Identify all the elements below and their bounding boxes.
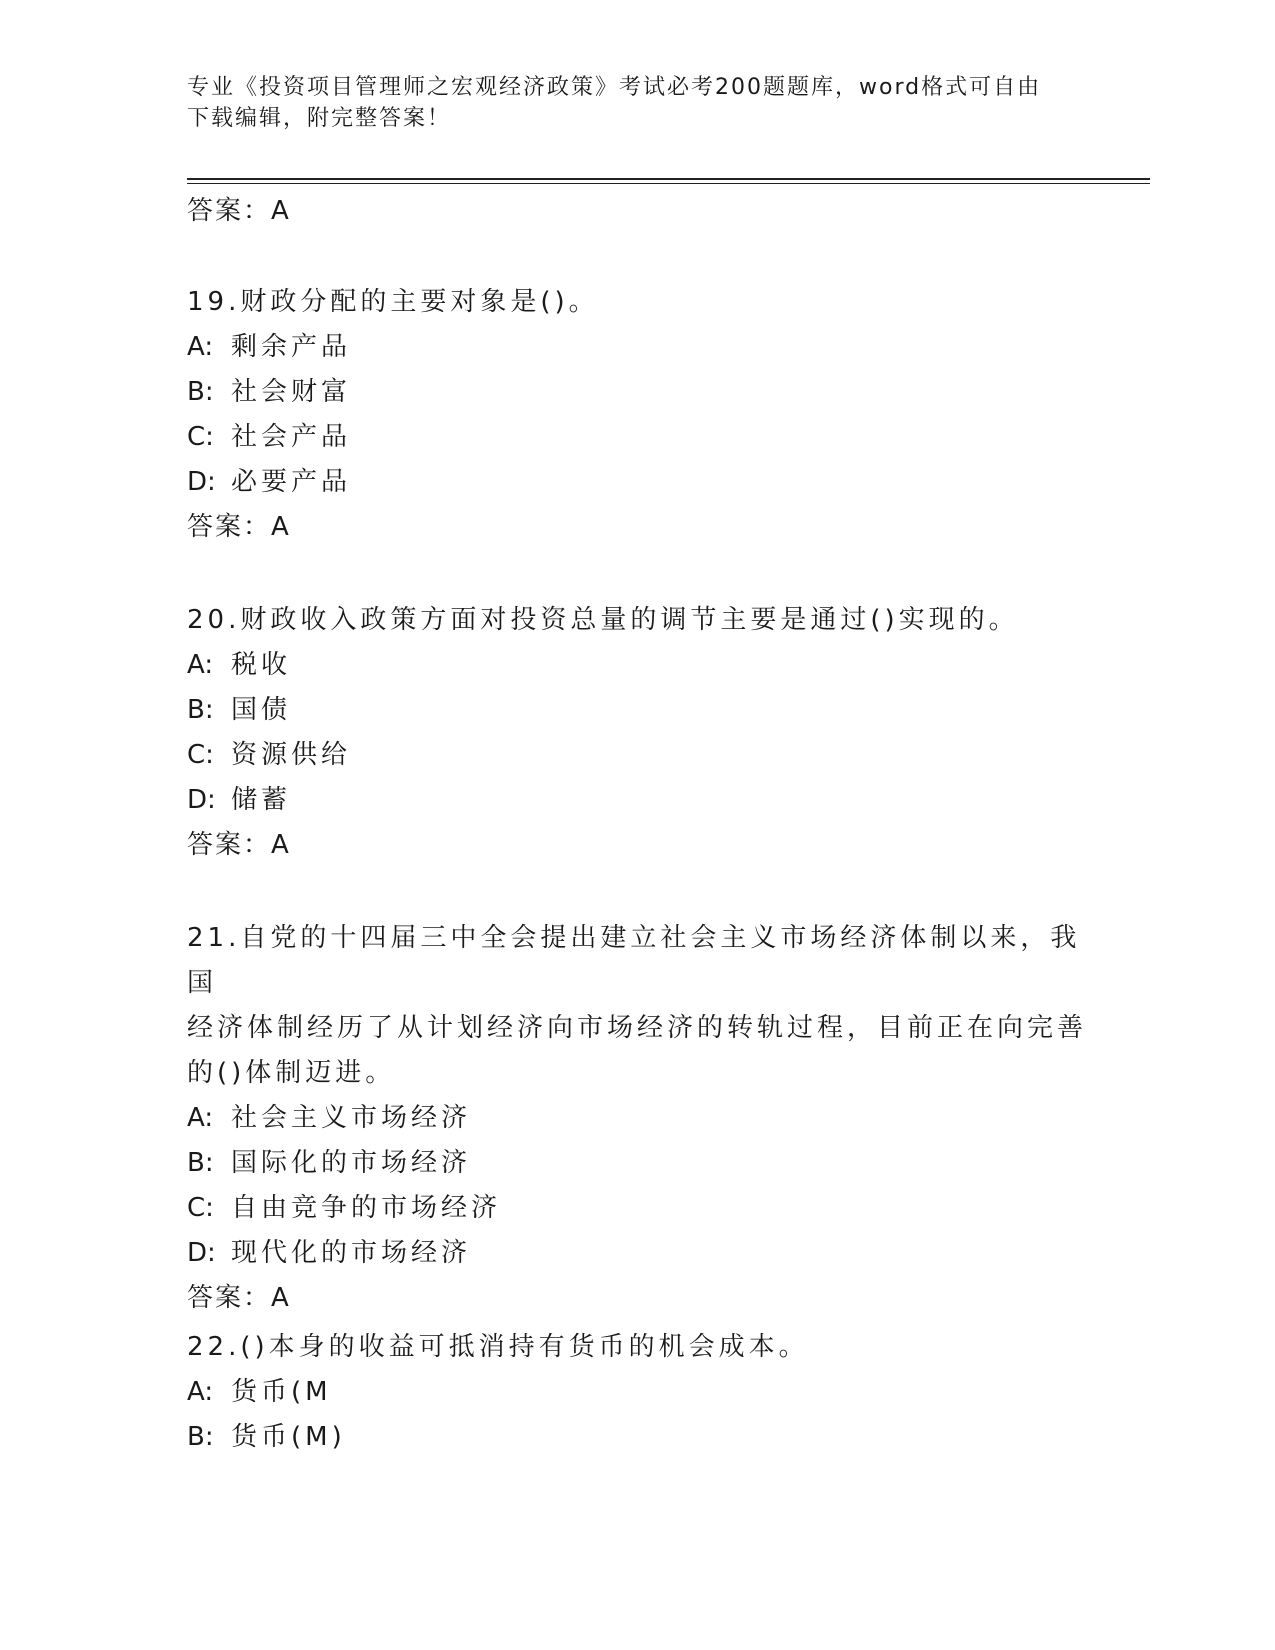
option-key: D:: [187, 467, 216, 497]
header-divider-thick: [187, 178, 1150, 180]
question-stem-line-1: 21.自党的十四届三中全会提出建立社会主义市场经济体制以来，我国: [187, 923, 1081, 998]
option-b: [187, 370, 1087, 415]
option-text: 国际化的市场经济: [231, 1148, 472, 1178]
header-line-2: 下载编辑，附完整答案！: [187, 106, 452, 131]
question-20: [187, 598, 1087, 868]
option-text: 税收: [231, 650, 292, 680]
option-text: 社会财富: [231, 377, 352, 407]
option-key: A:: [187, 1377, 214, 1407]
question-stem-line-3: 的()体制迈进。: [187, 1058, 396, 1088]
question-19: [187, 280, 1087, 550]
option-key: B:: [187, 1148, 214, 1178]
answer-line: 答案：A: [187, 512, 291, 542]
option-key: B:: [187, 377, 214, 407]
option-key: A:: [187, 332, 214, 362]
question-21: [187, 916, 1087, 1321]
option-d: [187, 778, 1087, 823]
option-text: 国债: [231, 695, 292, 725]
option-key: D:: [187, 785, 216, 815]
option-text: 社会产品: [231, 422, 352, 452]
question-stem-line-2: 经济体制经历了从计划经济向市场经济的转轨过程，目前正在向完善: [187, 1013, 1088, 1043]
option-key: B:: [187, 695, 214, 725]
option-text: 现代化的市场经济: [231, 1238, 472, 1268]
answer-line: 答案：A: [187, 1283, 291, 1313]
previous-answer: 答案：A: [187, 196, 291, 226]
document-header: [187, 72, 1067, 134]
option-b: [187, 1141, 1087, 1186]
option-a: [187, 1096, 1087, 1141]
option-text: 社会主义市场经济: [231, 1103, 472, 1133]
option-key: B:: [187, 1422, 214, 1452]
question-stem: 19.财政分配的主要对象是()。: [187, 287, 599, 317]
option-key: C:: [187, 1193, 214, 1223]
option-a: [187, 643, 1087, 688]
option-text: 货币(M): [231, 1422, 346, 1452]
question-stem: 20.财政收入政策方面对投资总量的调节主要是通过()实现的。: [187, 605, 1019, 635]
option-d: [187, 1231, 1087, 1276]
option-c: [187, 733, 1087, 778]
option-key: C:: [187, 740, 214, 770]
option-text: 必要产品: [231, 467, 352, 497]
option-text: 自由竞争的市场经济: [231, 1193, 502, 1223]
option-text: 资源供给: [231, 740, 352, 770]
option-b: [187, 1415, 1087, 1460]
option-key: C:: [187, 422, 214, 452]
option-text: 储蓄: [231, 785, 292, 815]
option-text: 剩余产品: [231, 332, 352, 362]
header-line-1: 专业《投资项目管理师之宏观经济政策》考试必考200题题库，word格式可自由: [187, 75, 1042, 100]
option-key: A:: [187, 1103, 214, 1133]
option-b: [187, 688, 1087, 733]
option-d: [187, 460, 1087, 505]
option-key: D:: [187, 1238, 216, 1268]
option-text: 货币(M: [231, 1377, 332, 1407]
option-c: [187, 1186, 1087, 1231]
question-stem: 22.()本身的收益可抵消持有货币的机会成本。: [187, 1332, 809, 1362]
answer-line: 答案：A: [187, 830, 291, 860]
option-key: A:: [187, 650, 214, 680]
option-a: [187, 1370, 1087, 1415]
option-a: [187, 325, 1087, 370]
question-22: [187, 1325, 1087, 1460]
header-divider-thin: [187, 183, 1150, 184]
option-c: [187, 415, 1087, 460]
